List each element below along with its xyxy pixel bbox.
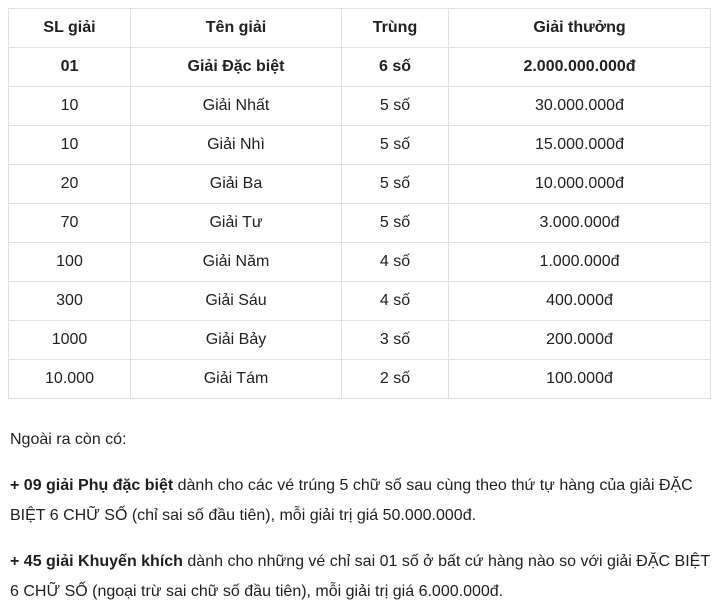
cell-match: 2 số	[342, 360, 449, 399]
cell-prize: 3.000.000đ	[449, 204, 711, 243]
cell-match: 3 số	[342, 321, 449, 360]
table-row	[9, 126, 711, 165]
cell-match: 6 số	[342, 48, 449, 87]
cell-name: Giải Đặc biệt	[131, 48, 342, 87]
header-prize: Giải thưởng	[449, 9, 711, 48]
table-row	[9, 48, 711, 87]
cell-name: Giải Bảy	[131, 321, 342, 360]
header-name: Tên giải	[131, 9, 342, 48]
header-match: Trùng	[342, 9, 449, 48]
notes-section	[8, 425, 710, 607]
header-qty: SL giải	[9, 9, 131, 48]
cell-qty: 20	[9, 165, 131, 204]
table-row	[9, 360, 711, 399]
table-row	[9, 204, 711, 243]
note-consolation	[10, 547, 710, 607]
cell-match: 5 số	[342, 87, 449, 126]
table-row	[9, 87, 711, 126]
table-header-row	[9, 9, 711, 48]
cell-qty: 10	[9, 126, 131, 165]
table-row	[9, 165, 711, 204]
cell-name: Giải Ba	[131, 165, 342, 204]
cell-match: 4 số	[342, 243, 449, 282]
cell-qty: 01	[9, 48, 131, 87]
cell-match: 4 số	[342, 282, 449, 321]
cell-qty: 10.000	[9, 360, 131, 399]
cell-prize: 1.000.000đ	[449, 243, 711, 282]
cell-match: 5 số	[342, 204, 449, 243]
table-row	[9, 243, 711, 282]
prize-table	[8, 8, 711, 399]
cell-name: Giải Tư	[131, 204, 342, 243]
table-row	[9, 321, 711, 360]
cell-prize: 15.000.000đ	[449, 126, 711, 165]
cell-prize: 10.000.000đ	[449, 165, 711, 204]
cell-prize: 400.000đ	[449, 282, 711, 321]
cell-name: Giải Năm	[131, 243, 342, 282]
note-consolation-body: dành cho những vé chỉ sai 01 số ở bất cứ hàng nào so với giải ĐẶC BIỆT 6 CHỮ SỐ (ngoại trừ sai chữ số đầu tiên), mỗi giải trị giá 6.000.000đ.	[10, 553, 710, 600]
cell-qty: 10	[9, 87, 131, 126]
cell-match: 5 số	[342, 165, 449, 204]
note-special-sub-lead: + 09 giải Phụ đặc biệt	[10, 477, 174, 494]
table-row	[9, 282, 711, 321]
cell-prize: 200.000đ	[449, 321, 711, 360]
cell-prize: 30.000.000đ	[449, 87, 711, 126]
cell-name: Giải Nhì	[131, 126, 342, 165]
cell-qty: 1000	[9, 321, 131, 360]
note-special-sub	[10, 471, 710, 531]
cell-match: 5 số	[342, 126, 449, 165]
cell-qty: 100	[9, 243, 131, 282]
note-consolation-lead: + 45 giải Khuyến khích	[10, 553, 183, 570]
cell-name: Giải Sáu	[131, 282, 342, 321]
note-special-sub-body: dành cho các vé trúng 5 chữ số sau cùng theo thứ tự hàng của giải ĐẶC BIỆT 6 CHỮ SỐ (chỉ sai số đầu tiên), mỗi giải trị giá 50.000.000đ.	[10, 477, 693, 524]
cell-name: Giải Nhất	[131, 87, 342, 126]
notes-intro: Ngoài ra còn có:	[10, 431, 127, 448]
cell-name: Giải Tám	[131, 360, 342, 399]
cell-prize: 2.000.000.000đ	[449, 48, 711, 87]
cell-qty: 300	[9, 282, 131, 321]
cell-qty: 70	[9, 204, 131, 243]
cell-prize: 100.000đ	[449, 360, 711, 399]
